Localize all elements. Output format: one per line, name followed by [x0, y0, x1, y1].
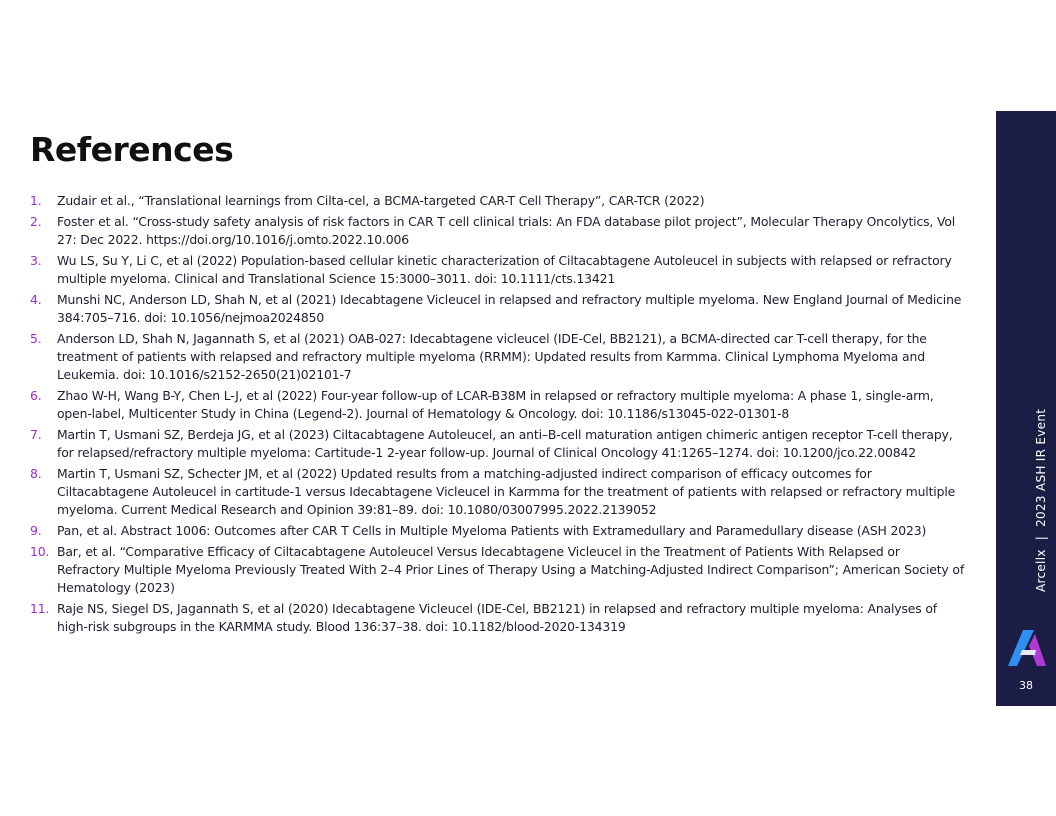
reference-number: 6.	[30, 388, 42, 403]
arcellx-logo-icon	[1006, 628, 1046, 668]
event-name: 2023 ASH IR Event	[1034, 408, 1048, 527]
reference-item	[30, 252, 965, 288]
label-separator: |	[1034, 535, 1048, 541]
reference-text: Zhao W-H, Wang B-Y, Chen L-J, et al (2022) Four-year follow-up of LCAR-B38M in relapsed or refractory multiple myeloma: A phase 1, single-arm, open-label, Multicenter Study in China (Legend-2). Journal of Hematology & Oncology. doi: 10.1186/s13045-022-01301-8	[57, 388, 934, 421]
reference-item	[30, 426, 965, 462]
reference-number: 4.	[30, 292, 42, 307]
reference-number: 5.	[30, 331, 42, 346]
reference-item	[30, 543, 965, 597]
reference-number: 11.	[30, 601, 50, 616]
reference-item	[30, 600, 965, 636]
reference-text: Martin T, Usmani SZ, Schecter JM, et al (2022) Updated results from a matching-adjusted indirect comparison of efficacy outcomes for Ciltacabtagene Autoleucel in cartitude-1 versus Idecabtagene Vicleucel in Karmma for the treatment of patients with relapsed or refractory multiple myeloma. Current Medical Research and Opinion 39:81–89. doi: 10.1080/03007995.2022.2139052	[57, 466, 956, 517]
reference-item	[30, 291, 965, 327]
company-name: Arcellx	[1034, 549, 1048, 592]
page-title: References	[30, 130, 234, 169]
sidebar-event-label	[1034, 409, 1048, 592]
reference-number: 1.	[30, 193, 42, 208]
reference-number: 9.	[30, 523, 42, 538]
reference-number: 10.	[30, 544, 50, 559]
reference-text: Raje NS, Siegel DS, Jagannath S, et al (2020) Idecabtagene Vicleucel (IDE-Cel, BB2121) in relapsed and refractory multiple myeloma: Analyses of high-risk subgroups in the KARMMA study. Blood 136:37–38. doi: 10.1182/blood-2020-134319	[57, 601, 937, 634]
reference-text: Munshi NC, Anderson LD, Shah N, et al (2021) Idecabtagene Vicleucel in relapsed and refractory multiple myeloma. New England Journal of Medicine 384:705–716. doi: 10.1056/nejmoa2024850	[57, 292, 962, 325]
reference-item	[30, 213, 965, 249]
reference-text: Pan, et al. Abstract 1006: Outcomes after CAR T Cells in Multiple Myeloma Patients with Extramedullary and Paramedullary disease (ASH 2023)	[57, 523, 927, 538]
reference-text: Wu LS, Su Y, Li C, et al (2022) Population-based cellular kinetic characterization of Ciltacabtagene Autoleucel in subjects with relapsed or refractory multiple myeloma. Clinical and Translational Science 15:3000–3011. doi: 10.1111/cts.13421	[57, 253, 952, 286]
reference-text: Anderson LD, Shah N, Jagannath S, et al (2021) OAB-027: Idecabtagene vicleucel (IDE-Cel, BB2121), a BCMA-directed car T-cell therapy, for the treatment of patients with relapsed and refractory multiple myeloma (RRMM): Updated results from Karmma. Clinical Lymphoma Myeloma and Leukemia. doi: 10.1016/s2152-2650(21)02101-7	[57, 331, 927, 382]
reference-text: Martin T, Usmani SZ, Berdeja JG, et al (2023) Ciltacabtagene Autoleucel, an anti–B-cell maturation antigen chimeric antigen receptor T-cell therapy, for relapsed/refractory multiple myeloma: Cartitude-1 2-year follow-up. Journal of Clinical Oncology 41:1265–1274. doi: 10.1200/jco.22.00842	[57, 427, 953, 460]
reference-text: Bar, et al. “Comparative Efficacy of Ciltacabtagene Autoleucel Versus Idecabtagene Vicleucel in the Treatment of Patients With Relapsed or Refractory Multiple Myeloma Previously Treated With 2–4 Prior Lines of Therapy Using a Matching-Adjusted Indirect Comparison”; American Society of Hematology (2023)	[57, 544, 965, 595]
reference-number: 3.	[30, 253, 42, 268]
page-number: 38	[1019, 679, 1033, 692]
reference-number: 8.	[30, 466, 42, 481]
reference-number: 7.	[30, 427, 42, 442]
reference-text: Foster et al. “Cross-study safety analysis of risk factors in CAR T cell clinical trials: An FDA database pilot project”, Molecular Therapy Oncolytics, Vol 27: Dec 2022. https://doi.org/10.1016/j.omto.2022.10.006	[57, 214, 956, 247]
reference-number: 2.	[30, 214, 42, 229]
logo-white-band	[1020, 650, 1036, 655]
reference-item	[30, 522, 965, 540]
reference-list	[30, 192, 965, 639]
reference-item	[30, 387, 965, 423]
reference-item	[30, 465, 965, 519]
reference-item	[30, 192, 965, 210]
reference-item	[30, 330, 965, 384]
reference-text: Zudair et al., “Translational learnings from Cilta-cel, a BCMA-targeted CAR-T Cell Therapy”, CAR-TCR (2022)	[57, 193, 705, 208]
